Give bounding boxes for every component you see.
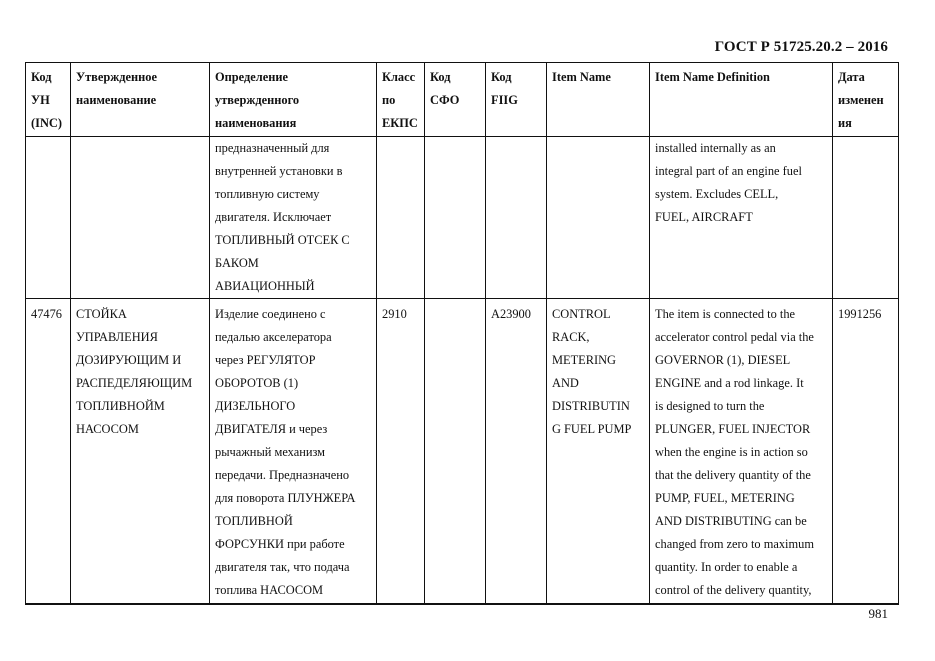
header-sfo-code: Код СФО [425, 63, 486, 137]
nomenclature-table [25, 62, 899, 605]
cell-item-name: CONTROL RACK, METERING AND DISTRIBUTIN G FUEL PUMP [547, 299, 650, 605]
cell-definition-ru: предназначенный для внутренней установки в топливную систему двигателя. Исключает ТОПЛИВНЫЙ ОТСЕК С БАКОМ АВИАЦИОННЫЙ [210, 137, 377, 299]
cell-sfo-code [425, 137, 486, 299]
cell-definition-ru: Изделие соединено с педалью акселератора через РЕГУЛЯТОР ОБОРОТОВ (1) ДИЗЕЛЬНОГО ДВИГАТЕЛЯ и через рычажный механизм передачи. Предназначено для поворота ПЛУНЖЕРА ТОПЛИВНОЙ ФОРСУНКИ при работе двигателя так, что подача топлива НАСОСОМ [210, 299, 377, 605]
table-header-row [26, 63, 899, 137]
header-fiig-code: Код FIIG [486, 63, 547, 137]
cell-fiig-code [486, 137, 547, 299]
cell-change-date: 1991256 [833, 299, 899, 605]
cell-fiig-code: A23900 [486, 299, 547, 605]
cell-approved-name: СТОЙКА УПРАВЛЕНИЯ ДОЗИРУЮЩИМ И РАСПЕДЕЛЯЮЩИМ ТОПЛИВНОЙМ НАСОСОМ [71, 299, 210, 605]
table-row [26, 299, 899, 605]
cell-sfo-code [425, 299, 486, 605]
page-number: 981 [868, 606, 888, 621]
cell-code: 47476 [26, 299, 71, 605]
cell-code [26, 137, 71, 299]
standard-designation: ГОСТ Р 51725.20.2 – 2016 [714, 39, 888, 55]
cell-item-name-definition: installed internally as an integral part of an engine fuel system. Excludes CELL, FUEL, AIRCRAFT [650, 137, 833, 299]
cell-item-name-definition: The item is connected to the accelerator control pedal via the GOVERNOR (1), DIESEL ENGINE and a rod linkage. It is designed to turn the PLUNGER, FUEL INJECTOR when the engine is in action so that the delivery quantity of the PUMP, FUEL, METERING AND DISTRIBUTING can be changed from zero to maximum quantity. In order to enable a control of the delivery quantity, [650, 299, 833, 605]
header-item-name: Item Name [547, 63, 650, 137]
table-row [26, 137, 899, 299]
header-ekps-class: Класс по ЕКПС [377, 63, 425, 137]
header-approved-name: Утвержденное наименование [71, 63, 210, 137]
header-item-name-definition: Item Name Definition [650, 63, 833, 137]
cell-ekps-class [377, 137, 425, 299]
cell-approved-name [71, 137, 210, 299]
cell-item-name [547, 137, 650, 299]
header-name-definition-ru: Определение утвержденного наименования [210, 63, 377, 137]
header-change-date: Дата изменен ия [833, 63, 899, 137]
cell-change-date [833, 137, 899, 299]
cell-ekps-class: 2910 [377, 299, 425, 605]
header-code-inc: Код УН (INC) [26, 63, 71, 137]
